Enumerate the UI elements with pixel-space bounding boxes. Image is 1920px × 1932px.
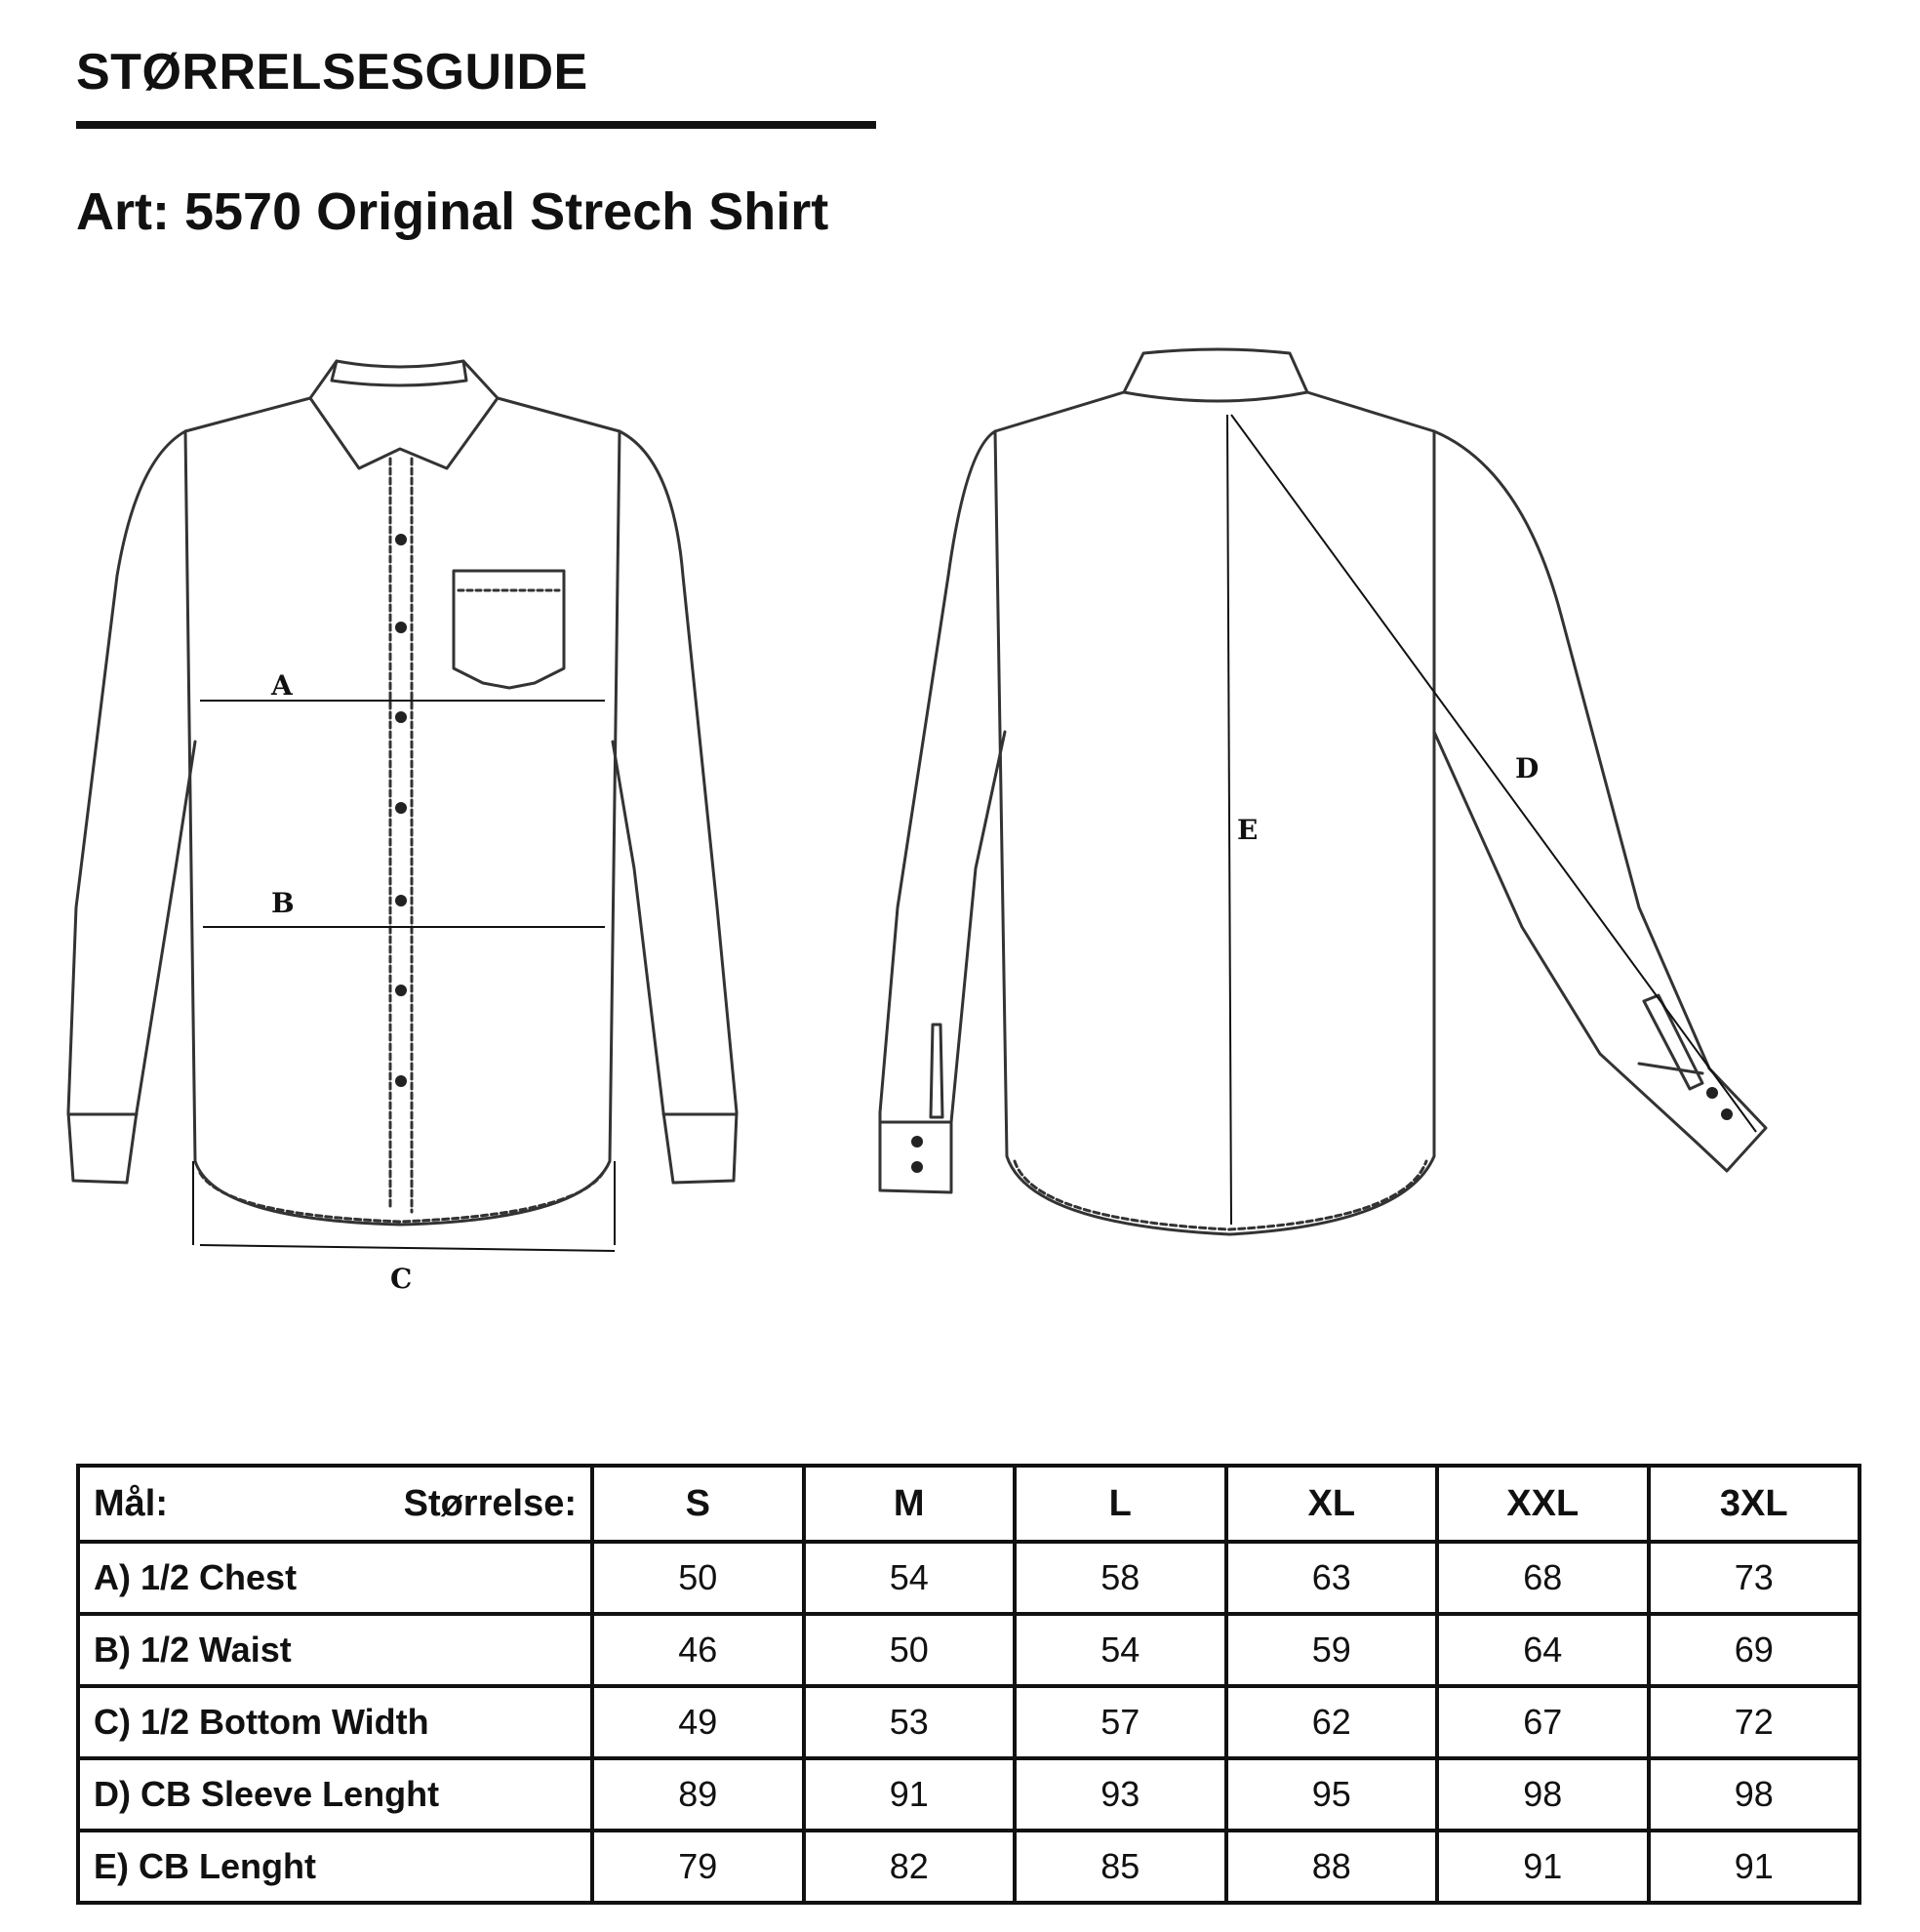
table-cell: 46 (592, 1614, 804, 1686)
table-cell: 50 (592, 1542, 804, 1614)
page-title: STØRRELSESGUIDE (76, 44, 588, 101)
measure-header: Mål: (94, 1482, 168, 1524)
label-b: B (271, 887, 295, 919)
label-a: A (271, 669, 293, 702)
row-label: B) 1/2 Waist (78, 1614, 592, 1686)
table-cell: 57 (1015, 1686, 1226, 1758)
size-col-3xl: 3XL (1649, 1466, 1860, 1542)
table-cell: 54 (1015, 1614, 1226, 1686)
table-cell: 72 (1649, 1686, 1860, 1758)
table-cell: 93 (1015, 1758, 1226, 1831)
table-cell: 89 (592, 1758, 804, 1831)
article-title: Art: 5570 Original Strech Shirt (76, 182, 829, 241)
table-cell: 58 (1015, 1542, 1226, 1614)
table-cell: 53 (804, 1686, 1016, 1758)
size-col-xl: XL (1226, 1466, 1438, 1542)
title-underline (76, 121, 876, 129)
size-col-l: L (1015, 1466, 1226, 1542)
table-row (78, 1831, 1860, 1903)
size-col-m: M (804, 1466, 1016, 1542)
table-cell: 68 (1437, 1542, 1649, 1614)
table-cell: 69 (1649, 1614, 1860, 1686)
measure-line-c (200, 1245, 615, 1251)
table-row (78, 1758, 1860, 1831)
size-header-row (78, 1466, 1860, 1542)
table-cell: 98 (1437, 1758, 1649, 1831)
back-shirt-outline (880, 349, 1766, 1234)
size-header-labels (78, 1466, 592, 1542)
table-cell: 98 (1649, 1758, 1860, 1831)
shirt-diagram-svg (0, 322, 1920, 1317)
table-cell: 67 (1437, 1686, 1649, 1758)
table-cell: 79 (592, 1831, 804, 1903)
row-label: A) 1/2 Chest (78, 1542, 592, 1614)
table-cell: 49 (592, 1686, 804, 1758)
table-cell: 88 (1226, 1831, 1438, 1903)
table-cell: 82 (804, 1831, 1016, 1903)
table-cell: 95 (1226, 1758, 1438, 1831)
table-cell: 91 (1437, 1831, 1649, 1903)
label-e: E (1237, 814, 1259, 846)
table-cell: 64 (1437, 1614, 1649, 1686)
table-row (78, 1614, 1860, 1686)
table-cell: 91 (804, 1758, 1016, 1831)
table-cell: 91 (1649, 1831, 1860, 1903)
table-cell: 62 (1226, 1686, 1438, 1758)
front-buttons (395, 534, 407, 1087)
table-cell: 73 (1649, 1542, 1860, 1614)
table-cell: 54 (804, 1542, 1016, 1614)
row-label: C) 1/2 Bottom Width (78, 1686, 592, 1758)
back-cuff-buttons (911, 1087, 1733, 1173)
table-cell: 59 (1226, 1614, 1438, 1686)
row-label: E) CB Lenght (78, 1831, 592, 1903)
table-row (78, 1542, 1860, 1614)
front-shirt-outline (68, 361, 737, 1225)
measure-line-d (1231, 415, 1756, 1132)
shirt-diagrams (0, 322, 1920, 1317)
table-cell: 50 (804, 1614, 1016, 1686)
table-cell: 85 (1015, 1831, 1226, 1903)
measurement-lines (193, 415, 1756, 1251)
table-row (78, 1686, 1860, 1758)
size-col-xxl: XXL (1437, 1466, 1649, 1542)
label-d: D (1515, 752, 1540, 785)
measure-line-e (1227, 415, 1231, 1225)
size-col-s: S (592, 1466, 804, 1542)
row-label: D) CB Sleeve Lenght (78, 1758, 592, 1831)
size-chart-table (76, 1464, 1861, 1905)
label-c: C (390, 1263, 413, 1295)
size-header: Størrelse: (403, 1482, 577, 1524)
table-cell: 63 (1226, 1542, 1438, 1614)
